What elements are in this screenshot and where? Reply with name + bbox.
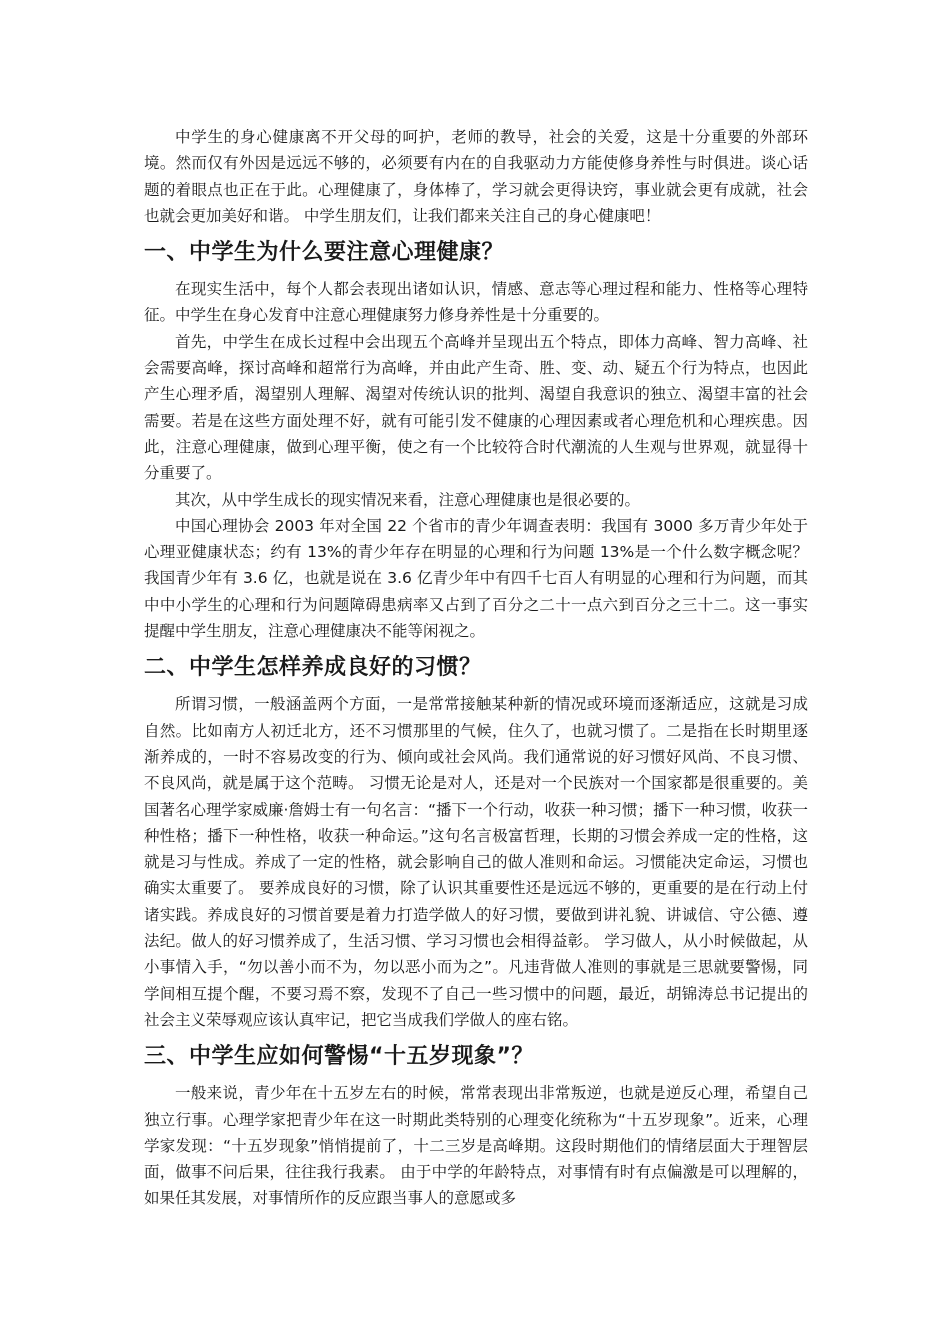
section-3-paragraph-1: 一般来说，青少年在十五岁左右的时候，常常表现出非常叛逆，也就是逆反心理，希望自己独立行事。心理学家把青少年在这一时期此类特别的心理变化统称为“十五岁现象”。近来，心理学家发现：“十五岁现象”悄悄提前了，十二三岁是高峰期。这段时期他们的情绪层面大于理智层面，做事不问后果，往往我行我素。 由于中学的年龄特点，对事情有时有点偏激是可以理解的，如果任其发展，对事情所作的反应跟当事人的意愿或多: [144, 1084, 808, 1208]
section-1-paragraph-2: 首先，中学生在成长过程中会出现五个高峰并呈现出五个特点，即体力高峰、智力高峰、社会需要高峰，探讨高峰和超常行为高峰，并由此产生奇、胜、变、动、疑五个行为特点，也因此产生心理矛盾，渴望别人理解、渴望对传统认识的批判、渴望自我意识的独立、渴望丰富的社会需要。若是在这些方面处理不好，就有可能引发不健康的心理因素或者心理危机和心理疾患。因此，注意心理健康，做到心理平衡，使之有一个比较符合时代潮流的人生观与世界观，就显得十分重要了。: [144, 332, 808, 483]
section-2-paragraph-1: 所谓习惯，一般涵盖两个方面，一是常常接触某种新的情况或环境而逐渐适应，这就是习成自然。比如南方人初迁北方，还不习惯那里的气候，住久了，也就习惯了。二是指在长时期里逐渐养成的，一时不容易改变的行为、倾向或社会风尚。我们通常说的好习惯好风尚、不良习惯、不良风尚，就是属于这个范畴。 习惯无论是对人，还是对一个民族对一个国家都是很重要的。美国著名心理学家威廉·詹姆士有一句名言：“播下一个行动，收获一种习惯；播下一种习惯，收获一种性格；播下一种性格，收获一种命运。”这句名言极富哲理，长期的习惯会养成一定的性格，这就是习与性成。养成了一定的性格，就会影响自己的做人准则和命运。习惯能决定命运，习惯也确实太重要了。 要养成良好的习惯，除了认识其重要性还是远远不够的，更重要的是在行动上付诸实践。养成良好的习惯首要是着力打造学做人的好习惯，要做到讲礼貌、讲诚信、守公德、遵法纪。做人的好习惯养成了，生活习惯、学习习惯也会相得益彰。 学习做人，从小时候做起，从小事情入手，“勿以善小而不为，勿以恶小而为之”。凡违背做人准则的事就是三思就要警惕，同学间相互提个醒，不要习焉不察，发现不了自己一些习惯中的问题，最近，胡锦涛总书记提出的社会主义荣辱观应该认真牢记，把它当成我们学做人的座右铭。: [144, 695, 808, 1029]
section-1-paragraph-1: 在现实生活中，每个人都会表现出诸如认识，情感、意志等心理过程和能力、性格等心理特征。中学生在身心发育中注意心理健康努力修身养性是十分重要的。: [144, 280, 808, 325]
section-1-paragraph-4: 中国心理协会 2003 年对全国 22 个省市的青少年调查表明：我国有 3000 多万青少年处于心理亚健康状态；约有 13%的青少年存在明显的心理和行为问题 13%是一个什么数字概念呢？我国青少年有 3.6 亿，也就是说在 3.6 亿青少年中有四千七百人有明显的心理和行为问题，而其中中小学生的心理和行为问题障碍患病率又占到了百分之二十一点六到百分之三十二。这一事实提醒中学生朋友，注意心理健康决不能等闲视之。: [144, 516, 808, 641]
document-page: [144, 124, 808, 1212]
section-1-heading: 一、中学生为什么要注意心理健康？: [144, 240, 505, 266]
section-1-paragraph-3: 其次，从中学生成长的现实情况来看，注意心理健康也是很必要的。: [175, 490, 641, 509]
section-3-heading: 三、中学生应如何警惕“十五岁现象”？: [144, 1044, 534, 1070]
section-2-heading: 二、中学生怎样养成良好的习惯？: [144, 655, 482, 681]
intro-paragraph: 中学生的身心健康离不开父母的呵护，老师的教导，社会的关爱，这是十分重要的外部环境。然而仅有外因是远远不够的，必须要有内在的自我驱动力方能使修身养性与时俱进。谈心话题的着眼点也正在于此。心理健康了，身体棒了，学习就会更得诀窍，事业就会更有成就，社会也就会更加美好和谐。 中学生朋友们，让我们都来关注自己的身心健康吧！: [144, 128, 808, 225]
